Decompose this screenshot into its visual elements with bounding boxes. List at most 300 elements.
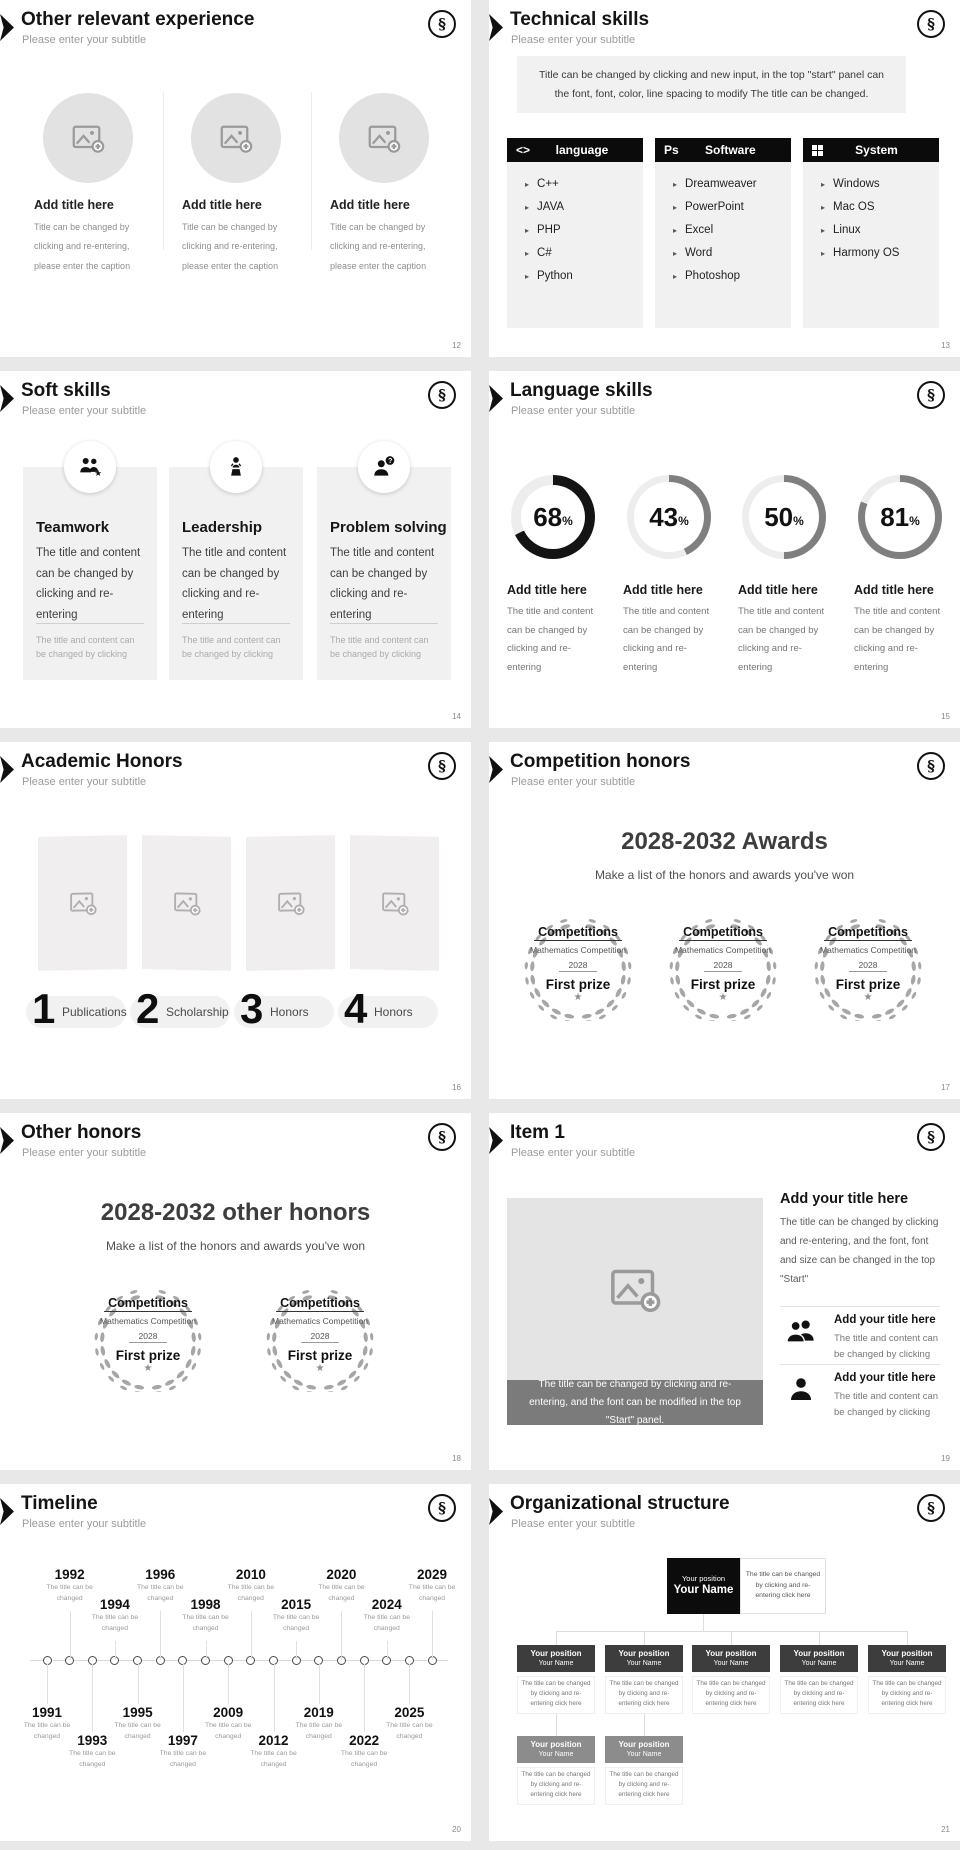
soft-skill-icon-circle <box>210 441 262 493</box>
slide-title-arrow-icon <box>489 1498 503 1525</box>
percent-sign: % <box>909 514 920 528</box>
bullet-icon: ▸ <box>673 271 678 281</box>
timeline-caption: The title can be changed <box>250 1750 297 1768</box>
timeline-year: 1993 <box>77 1733 108 1748</box>
slide-title: Technical skills <box>510 9 650 30</box>
org-name: Your Name <box>626 1751 662 1759</box>
timeline-year: 1995 <box>122 1705 153 1720</box>
org-connector <box>644 1714 645 1736</box>
awards-heading: 2028-2032 other honors <box>100 1199 371 1226</box>
star-icon: ★ <box>573 992 583 1003</box>
entry-body: The title and content can be changed by clicking <box>834 1333 939 1361</box>
tech-item <box>821 247 939 259</box>
slide-title: Language skills <box>510 380 653 401</box>
card-divider <box>36 623 144 624</box>
entry-divider <box>780 1306 940 1307</box>
slide-title: Other relevant experience <box>21 9 255 30</box>
entry-body: The title and content can be changed by clicking <box>834 1391 939 1419</box>
right-body: The title can be changed by clicking and re-entering, and the font, font and size can be changed in the top "Start" <box>780 1217 939 1285</box>
school-logo-icon: § <box>917 381 945 409</box>
org-position: Your position <box>530 1648 582 1658</box>
donut-item-body: The title and content can be changed by clicking and re-entering <box>507 606 594 673</box>
timeline-year: 1994 <box>99 1597 130 1612</box>
org-position: Your position <box>530 1739 582 1749</box>
tilted-photo-placeholder[interactable] <box>350 835 439 971</box>
donut-item-title: Add title here <box>854 583 934 597</box>
tech-item-label: C++ <box>537 178 559 190</box>
column-title: Add title here <box>34 198 114 212</box>
timeline-year: 1998 <box>190 1597 221 1612</box>
org-connector <box>556 1714 557 1736</box>
star-icon: ★ <box>143 1363 153 1374</box>
tilted-photo-placeholder[interactable] <box>38 835 127 971</box>
awards-subheading: Make a list of the honors and awards you've won <box>105 1239 366 1253</box>
timeline-year: 2012 <box>258 1733 289 1748</box>
column-caption: Title can be changed by clicking and re-entering, please enter the caption <box>182 222 279 271</box>
org-box[interactable] <box>868 1645 946 1672</box>
slide-thumbnail-18[interactable] <box>0 1113 471 1470</box>
timeline-caption: The title can be changed <box>69 1750 116 1768</box>
org-position: Your position <box>681 1573 726 1583</box>
tech-column-header <box>803 138 939 162</box>
org-description: The title can be changed by clicking and re-entering click here <box>868 1676 946 1714</box>
card-title: Leadership <box>182 519 263 536</box>
svg-text:★: ★ <box>94 468 103 479</box>
card-body: The title and content can be changed by clicking and re-entering <box>182 547 287 622</box>
star-icon: ★ <box>863 992 873 1003</box>
org-position: Your position <box>881 1648 933 1658</box>
tilted-photo-placeholder[interactable] <box>246 835 335 971</box>
page-number: 18 <box>452 1454 461 1463</box>
entry-icon-wrap <box>785 1316 821 1352</box>
org-connector <box>556 1631 557 1645</box>
org-position: Your position <box>618 1739 670 1749</box>
person-icon <box>785 1374 817 1406</box>
timeline-connector <box>251 1611 252 1660</box>
award-wreath <box>793 917 943 1021</box>
org-box[interactable] <box>605 1645 683 1672</box>
slide-thumbnail-14[interactable] <box>0 371 471 728</box>
slide-subtitle: Please enter your subtitle <box>511 776 636 788</box>
tech-item-label: Dreamweaver <box>685 178 757 190</box>
slide-title: Organizational structure <box>510 1493 730 1514</box>
tech-item <box>525 201 643 213</box>
tech-item <box>525 270 643 282</box>
tech-column-label: System <box>855 143 898 157</box>
tilted-photo-placeholder[interactable] <box>142 835 231 971</box>
image-placeholder-icon <box>172 888 202 919</box>
donut-item-title: Add title here <box>738 583 818 597</box>
timeline-connector <box>70 1611 71 1660</box>
donut-percent-label <box>627 475 711 559</box>
slide-thumbnail-21[interactable] <box>489 1484 960 1841</box>
bullet-icon: ▸ <box>673 202 678 212</box>
timeline-year: 2009 <box>213 1705 244 1720</box>
page-number: 21 <box>941 1825 950 1834</box>
slide-subtitle: Please enter your subtitle <box>511 1518 636 1530</box>
bullet-icon: ▸ <box>673 248 678 258</box>
percent-sign: % <box>793 514 804 528</box>
tech-item-label: Harmony OS <box>833 247 900 259</box>
percent-value: 50 <box>764 501 794 532</box>
bullet-icon: ▸ <box>525 248 530 258</box>
bullet-icon: ▸ <box>525 225 530 235</box>
tech-item-label: Linux <box>833 224 861 236</box>
wreath-text <box>518 923 638 1003</box>
timeline-year: 1996 <box>145 1567 176 1582</box>
donut-percent-label <box>742 475 826 559</box>
timeline-connector <box>115 1641 116 1660</box>
tech-item <box>673 247 791 259</box>
card-title: Problem solving <box>330 519 447 536</box>
org-connector <box>703 1614 704 1631</box>
wreath-year: 2028 <box>301 1331 340 1343</box>
tech-item-label: PHP <box>537 224 561 236</box>
timeline-caption: The title can be changed <box>295 1722 343 1740</box>
org-connector <box>819 1631 820 1645</box>
timeline-year: 1991 <box>31 1705 63 1720</box>
photo-placeholder[interactable] <box>191 93 281 183</box>
org-name: Your Name <box>626 1660 662 1668</box>
bullet-icon: ▸ <box>821 225 826 235</box>
timeline-caption: The title can be changed <box>227 1584 275 1602</box>
timeline-caption: The title can be changed <box>204 1722 252 1740</box>
bullet-icon: ▸ <box>821 248 826 258</box>
school-logo-icon: § <box>917 1123 945 1151</box>
entry-divider <box>780 1364 940 1365</box>
tech-item <box>525 178 643 190</box>
timeline-caption: The title can be changed <box>386 1722 433 1740</box>
school-logo-icon: § <box>917 752 945 780</box>
slide-thumbnail-17[interactable] <box>489 742 960 1099</box>
slide-title: Academic Honors <box>21 751 183 772</box>
org-name: Your Name <box>673 1584 734 1597</box>
timeline-year: 2015 <box>281 1597 312 1612</box>
slide-title-arrow-icon <box>0 14 14 41</box>
tech-item-label: Python <box>537 270 573 282</box>
gallery-label: Publications <box>62 1005 127 1019</box>
percent-sign: % <box>562 514 573 528</box>
page-number: 14 <box>452 712 461 721</box>
code-icon: <> <box>516 143 531 157</box>
slide-thumbnail-15[interactable] <box>489 371 960 728</box>
photo-placeholder[interactable] <box>43 93 133 183</box>
slide-subtitle: Please enter your subtitle <box>22 1518 147 1530</box>
column-title: Add title here <box>182 198 262 212</box>
donut-item-title: Add title here <box>507 583 587 597</box>
timeline-connector <box>183 1664 184 1732</box>
org-name: Your Name <box>889 1660 925 1668</box>
org-position: Your position <box>793 1648 845 1658</box>
timeline-caption: The title can be changed <box>23 1722 71 1740</box>
tech-item <box>673 270 791 282</box>
wreath-competition: Mathematics Competition <box>675 945 771 955</box>
timeline-connector <box>47 1664 48 1704</box>
slide-subtitle: Please enter your subtitle <box>22 405 147 417</box>
school-logo-icon: § <box>428 1123 456 1151</box>
column-caption: Title can be changed by clicking and re-entering, please enter the caption <box>34 222 131 271</box>
image-placeholder-icon <box>366 120 402 156</box>
timeline-year: 2024 <box>371 1597 402 1612</box>
slide-title: Timeline <box>21 1493 98 1514</box>
awards-heading: 2028-2032 Awards <box>621 828 828 855</box>
tech-column-body <box>507 162 643 328</box>
column-title: Add title here <box>330 198 410 212</box>
column-caption: Title can be changed by clicking and re-entering, please enter the caption <box>330 222 427 271</box>
column-divider <box>311 92 312 250</box>
slide-title-arrow-icon <box>489 1127 503 1154</box>
org-name: Your Name <box>538 1660 574 1668</box>
slide-title-arrow-icon <box>489 385 503 412</box>
donut-item-body: The title and content can be changed by clicking and re-entering <box>738 606 825 673</box>
org-box[interactable] <box>517 1645 595 1672</box>
card-body: The title and content can be changed by clicking and re-entering <box>330 547 435 622</box>
tech-item <box>673 178 791 190</box>
wreath-competition: Mathematics Competition <box>820 945 916 955</box>
wreath-prize: First prize <box>835 977 901 992</box>
donut-item-body: The title and content can be changed by clicking and re-entering <box>623 606 710 673</box>
tech-column-header <box>655 138 791 162</box>
star-icon: ★ <box>315 1363 325 1374</box>
note-box: Title can be changed by clicking and new input, in the top "start" panel can the font, font, color, line spacing to modify The title can be changed. <box>517 56 906 113</box>
slide-title-arrow-icon <box>0 385 14 412</box>
soft-skill-icon-circle <box>64 441 116 493</box>
tech-item <box>673 224 791 236</box>
timeline-caption: The title can be changed <box>46 1584 93 1602</box>
wreath-text <box>663 923 783 1003</box>
donut-item-body: The title and content can be changed by clicking and re-entering <box>854 606 941 673</box>
slide-thumbnail-19[interactable] <box>489 1113 960 1470</box>
page-number: 13 <box>941 341 950 350</box>
school-logo-icon: § <box>428 1494 456 1522</box>
slide-thumbnail-20[interactable] <box>0 1484 471 1841</box>
tech-column-header <box>507 138 643 162</box>
card-divider <box>330 623 438 624</box>
wreath-prize: First prize <box>690 977 756 992</box>
slide-thumbnail-16[interactable] <box>0 742 471 1099</box>
image-placeholder-icon <box>218 120 254 156</box>
slide-title: Competition honors <box>510 751 691 772</box>
gallery-label: Honors <box>374 1005 413 1019</box>
school-logo-icon: § <box>917 10 945 38</box>
org-top-note: The title can be changed by clicking and re-entering click here <box>740 1558 826 1614</box>
timeline-year: 2020 <box>326 1567 357 1582</box>
org-description: The title can be changed by clicking and re-entering click here <box>780 1676 858 1714</box>
tech-item-label: Photoshop <box>685 270 741 282</box>
donut-gauge <box>627 475 711 559</box>
tech-item <box>821 178 939 190</box>
slide-title: Soft skills <box>21 380 111 401</box>
timeline-connector <box>228 1664 229 1704</box>
timeline-caption: The title can be changed <box>159 1750 207 1768</box>
wreath-title: Competitions <box>276 1296 364 1312</box>
donut-gauge <box>511 475 595 559</box>
donut-percent-label <box>858 475 942 559</box>
image-placeholder-icon <box>70 120 106 156</box>
tech-column-label: Software <box>705 143 756 157</box>
timeline-year: 2019 <box>303 1705 334 1720</box>
percent-value: 68 <box>533 501 563 532</box>
slide-thumbnail-12[interactable] <box>0 0 471 357</box>
gallery-label: Honors <box>270 1005 309 1019</box>
card-footer: The title and content can be changed by clicking <box>330 635 429 660</box>
timeline-connector <box>92 1664 93 1732</box>
card-title: Teamwork <box>36 519 110 536</box>
bullet-icon: ▸ <box>821 202 826 212</box>
awards-subheading: Make a list of the honors and awards you've won <box>594 868 855 882</box>
slide-title-arrow-icon <box>489 14 503 41</box>
bullet-icon: ▸ <box>673 225 678 235</box>
wreath-text <box>808 923 928 1003</box>
org-name: Your Name <box>538 1751 574 1759</box>
gallery-number: 2 <box>136 985 160 1032</box>
slide-subtitle: Please enter your subtitle <box>511 1147 636 1159</box>
org-box[interactable] <box>667 1558 740 1614</box>
page-number: 17 <box>941 1083 950 1092</box>
page-number: 12 <box>452 341 461 350</box>
bullet-icon: ▸ <box>673 179 678 189</box>
bullet-icon: ▸ <box>821 179 826 189</box>
timeline-caption: The title can be changed <box>114 1722 161 1740</box>
org-box[interactable] <box>692 1645 770 1672</box>
slide-title-arrow-icon <box>0 1498 14 1525</box>
org-description: The title can be changed by clicking and re-entering click here <box>605 1676 683 1714</box>
timeline-connector <box>432 1611 433 1660</box>
timeline-connector <box>341 1611 342 1660</box>
slide-subtitle: Please enter your subtitle <box>22 1147 147 1159</box>
percent-sign: % <box>678 514 689 528</box>
timeline-caption: The title can be changed <box>137 1584 184 1602</box>
timeline-connector <box>387 1641 388 1660</box>
image-placeholder-icon <box>380 888 410 919</box>
wreath-text <box>88 1294 208 1374</box>
timeline-caption: The title can be changed <box>408 1584 456 1602</box>
timeline-year: 1992 <box>54 1567 85 1582</box>
org-connector <box>731 1631 732 1645</box>
org-description: The title can be changed by clicking and re-entering click here <box>605 1767 683 1805</box>
school-logo-icon: § <box>428 752 456 780</box>
org-box[interactable] <box>517 1736 595 1763</box>
photo-placeholder[interactable] <box>339 93 429 183</box>
right-title: Add your title here <box>780 1191 909 1207</box>
gallery-number: 1 <box>32 985 56 1032</box>
tech-column-body <box>803 162 939 328</box>
wreath-year: 2028 <box>849 960 888 972</box>
timeline-year: 2025 <box>394 1705 425 1720</box>
wreath-title: Competitions <box>679 925 767 941</box>
timeline-connector <box>160 1611 161 1660</box>
tech-item-label: PowerPoint <box>685 201 744 213</box>
leadership-icon <box>223 454 249 480</box>
soft-skill-icon-circle <box>358 441 410 493</box>
timeline-caption: The title can be changed <box>340 1750 388 1768</box>
tech-item-label: Windows <box>833 178 880 190</box>
entry-title: Add your title here <box>834 1314 936 1326</box>
org-connector <box>644 1631 645 1645</box>
timeline-connector <box>364 1664 365 1732</box>
tech-item <box>525 224 643 236</box>
bullet-icon: ▸ <box>525 179 530 189</box>
slide-title: Item 1 <box>510 1122 565 1143</box>
org-box[interactable] <box>780 1645 858 1672</box>
award-wreath <box>648 917 798 1021</box>
award-wreath <box>503 917 653 1021</box>
page-number: 19 <box>941 1454 950 1463</box>
timeline-connector <box>296 1641 297 1660</box>
org-description: The title can be changed by clicking and re-entering click here <box>517 1676 595 1714</box>
org-name: Your Name <box>713 1660 749 1668</box>
card-footer: The title and content can be changed by clicking <box>182 635 281 660</box>
timeline-year: 2010 <box>235 1567 266 1582</box>
donut-percent-label <box>511 475 595 559</box>
wreath-title: Competitions <box>104 1296 192 1312</box>
donut-gauge <box>858 475 942 559</box>
school-logo-icon: § <box>428 10 456 38</box>
windows-icon <box>812 145 823 156</box>
org-description: The title can be changed by clicking and re-entering click here <box>517 1767 595 1805</box>
timeline-caption: The title can be changed <box>318 1584 365 1602</box>
percent-value: 43 <box>649 501 679 532</box>
slide-title-arrow-icon <box>0 756 14 783</box>
slide-title-arrow-icon <box>489 756 503 783</box>
slide-thumbnail-13[interactable] <box>489 0 960 357</box>
wreath-prize: First prize <box>287 1348 353 1363</box>
wreath-title: Competitions <box>534 925 622 941</box>
page-number: 15 <box>941 712 950 721</box>
image-placeholder-icon <box>68 888 98 919</box>
org-connector <box>907 1631 908 1645</box>
column-divider <box>163 92 164 250</box>
gallery-label: Scholarship <box>166 1005 229 1019</box>
wreath-year: 2028 <box>704 960 743 972</box>
image-placeholder-box[interactable] <box>507 1198 763 1380</box>
donut-item-title: Add title here <box>623 583 703 597</box>
tech-item-label: Excel <box>685 224 714 236</box>
timeline-connector <box>274 1664 275 1732</box>
org-position: Your position <box>705 1648 757 1658</box>
wreath-prize: First prize <box>545 977 611 992</box>
gallery-number: 3 <box>240 985 264 1032</box>
award-wreath <box>73 1288 223 1392</box>
slide-subtitle: Please enter your subtitle <box>511 405 636 417</box>
image-placeholder-icon <box>276 888 306 919</box>
svg-text:?: ? <box>388 458 393 466</box>
image-placeholder-icon <box>607 1261 663 1317</box>
tech-item <box>673 201 791 213</box>
wreath-year: 2028 <box>559 960 598 972</box>
timeline-caption: The title can be changed <box>182 1614 229 1632</box>
page-number: 16 <box>452 1083 461 1092</box>
tech-item-label: JAVA <box>537 201 565 213</box>
org-name: Your Name <box>801 1660 837 1668</box>
tech-item <box>821 201 939 213</box>
page-number: 20 <box>452 1825 461 1834</box>
problem-solving-icon <box>371 454 397 480</box>
wreath-year: 2028 <box>129 1331 168 1343</box>
timeline-caption: The title can be changed <box>91 1614 139 1632</box>
wreath-prize: First prize <box>115 1348 181 1363</box>
slide-subtitle: Please enter your subtitle <box>511 34 636 46</box>
tech-item <box>525 247 643 259</box>
tech-item-label: C# <box>537 247 552 259</box>
image-caption-bar: The title can be changed by clicking and re-entering, and the font can be modified in the top "Start" panel. <box>507 1380 763 1425</box>
org-box[interactable] <box>605 1736 683 1763</box>
slide-title-arrow-icon <box>0 1127 14 1154</box>
entry-title: Add your title here <box>834 1372 936 1384</box>
org-position: Your position <box>618 1648 670 1658</box>
timeline-caption: The title can be changed <box>272 1614 320 1632</box>
timeline-connector <box>319 1664 320 1704</box>
